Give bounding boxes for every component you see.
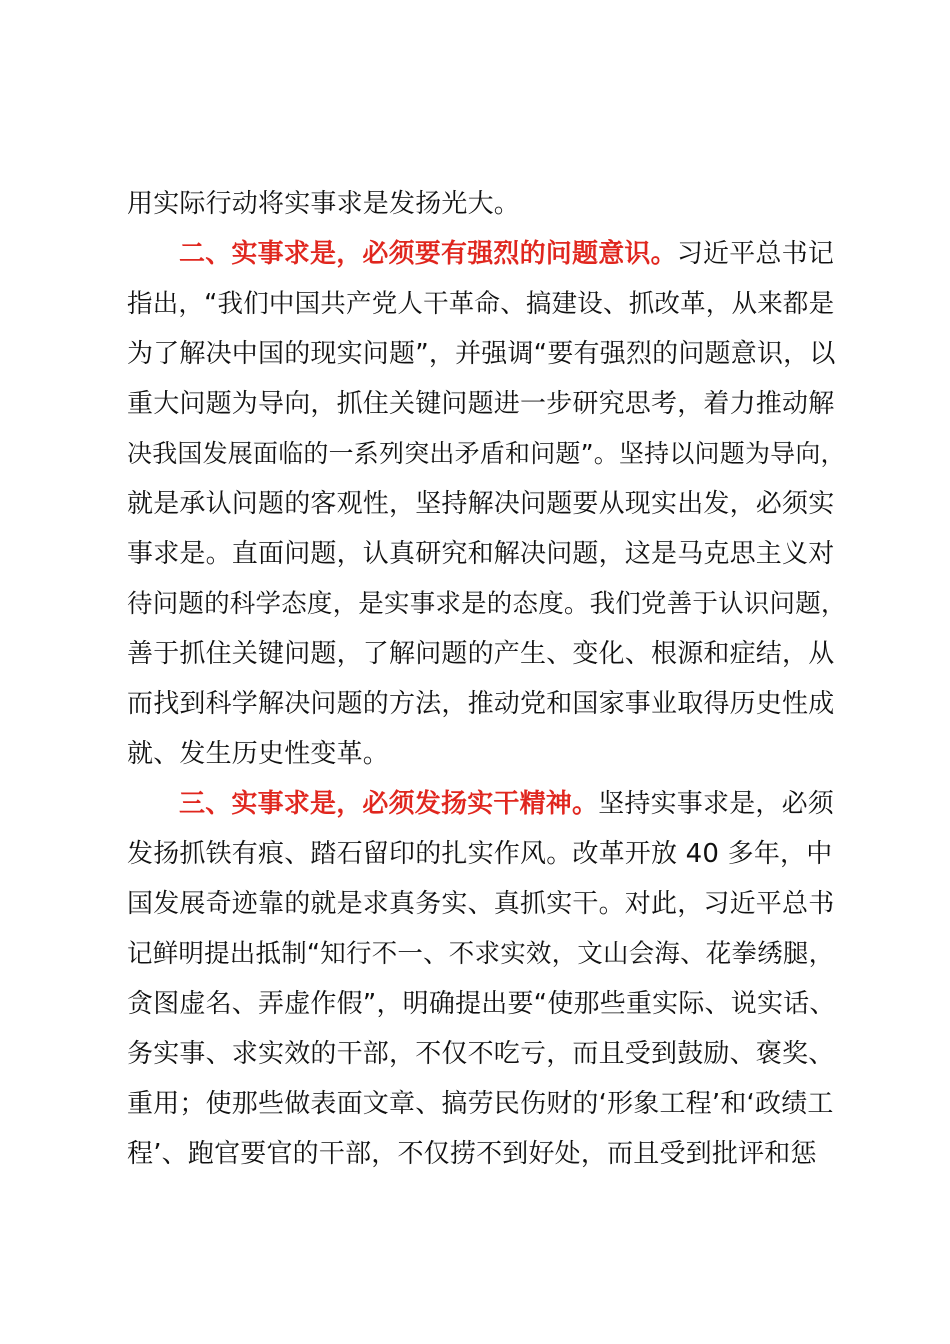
text-line: 待问题的科学态度，是实事求是的态度。我们党善于认识问题， bbox=[127, 589, 847, 619]
paragraph-first-line bbox=[179, 234, 849, 274]
text-line: 用实际行动将实事求是发扬光大。 bbox=[127, 189, 521, 219]
text-line: 决我国发展面临的一系列突出矛盾和问题”。坚持以问题为导向， bbox=[127, 439, 846, 468]
text-line: 就、发生历史性变革。 bbox=[127, 739, 390, 769]
text-line: 指出，“我们中国共产党人干革命、搞建设、抓改革，从来都是 bbox=[127, 289, 835, 319]
section-heading: 三、实事求是，必须发扬实干精神。 bbox=[179, 789, 599, 819]
text-line: 事求是。直面问题，认真研究和解决问题，这是马克思主义对 bbox=[127, 539, 835, 569]
text-line: 国发展奇迹靠的就是求真务实、真抓实干。对此，习近平总书 bbox=[127, 889, 835, 919]
text-line: 为了解决中国的现实问题”，并强调“要有强烈的问题意识，以 bbox=[127, 339, 836, 369]
text-line: 善于抓住关键问题，了解问题的产生、变化、根源和症结，从 bbox=[127, 639, 835, 669]
text-line: 就是承认问题的客观性，坚持解决问题要从现实出发，必须实 bbox=[127, 489, 835, 519]
text-span: 坚持实事求是，必须 bbox=[598, 789, 835, 819]
text-line: 贪图虚名、弄虚作假”，明确提出要“使那些重实际、说实话、 bbox=[127, 989, 836, 1019]
text-line: 而找到科学解决问题的方法，推动党和国家事业取得历史性成 bbox=[127, 689, 835, 719]
section-heading: 二、实事求是，必须要有强烈的问题意识。 bbox=[179, 239, 677, 269]
text-line: 发扬抓铁有痕、踏石留印的扎实作风。改革开放 40 多年，中 bbox=[127, 839, 833, 869]
text-line: 重用；使那些做表面文章、搞劳民伤财的‘形象工程’和‘政绩工 bbox=[127, 1089, 834, 1119]
paragraph-first-line bbox=[179, 784, 849, 824]
text-line: 重大问题为导向，抓住关键问题进一步研究思考，着力推动解 bbox=[127, 389, 835, 419]
text-line: 务实事、求实效的干部，不仅不吃亏，而且受到鼓励、褒奖、 bbox=[127, 1039, 835, 1069]
text-span: 习近平总书记 bbox=[676, 239, 835, 269]
text-line: 记鲜明提出抵制“知行不一、不求实效，文山会海、花拳绣腿， bbox=[127, 939, 835, 969]
text-line: 程’、跑官要官的干部，不仅捞不到好处，而且受到批评和惩 bbox=[127, 1139, 817, 1169]
